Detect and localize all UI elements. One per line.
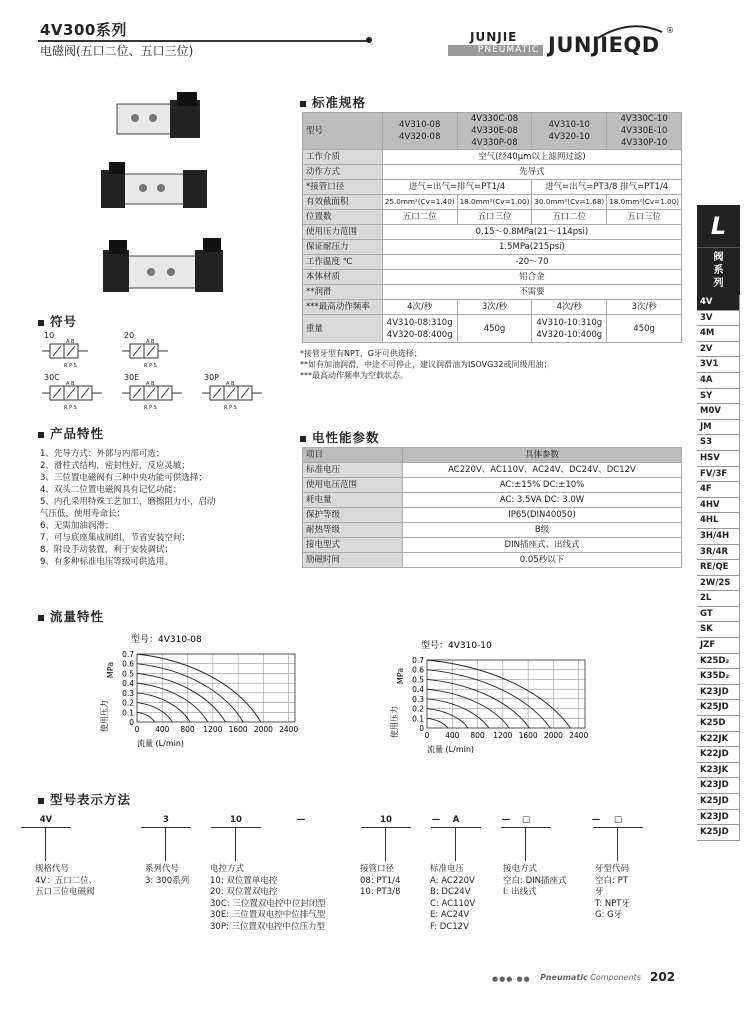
model-code-segment: — xyxy=(296,815,306,825)
model-code-group-title: 接电方式 xyxy=(503,864,538,874)
spec-value: 1.5MPa(215psi) xyxy=(382,240,681,255)
valve-symbol-ports-bottom: R P S xyxy=(64,405,77,411)
spec-note: *接管牙型有NPT、G牙可供选择； xyxy=(300,349,422,358)
sidebar-item[interactable]: 3H/4H xyxy=(697,529,740,545)
model-code-group xyxy=(503,864,566,899)
spec-value: 铝合金 xyxy=(382,270,681,285)
valve-photo-1 xyxy=(117,92,200,138)
brand-small-sub: PNEUMATIC xyxy=(448,45,543,56)
spec-notes xyxy=(300,348,551,381)
model-code-option: C: AC110V xyxy=(430,898,476,909)
chart-xtick-label: 800 xyxy=(180,725,195,734)
elec-row xyxy=(303,508,682,523)
valve-symbol-code: 10 xyxy=(44,331,55,340)
valve-symbol-ports-top: A B xyxy=(146,381,155,387)
feature-item: 4、双头二位置电磁阀具有记忆功能； xyxy=(40,485,182,495)
model-code-group-title: 牙型代码 xyxy=(595,864,630,874)
sidebar-item[interactable]: SK xyxy=(697,622,740,638)
chart-xtick-label: 0 xyxy=(424,731,430,740)
spec-label: 工作介质 xyxy=(303,150,383,165)
spec-label: *接管口径 xyxy=(303,180,383,195)
spec-value: 4V310-08:310g 4V320-08:400g xyxy=(382,315,457,343)
model-code-underline xyxy=(211,827,261,828)
spec-value: 450g xyxy=(457,315,532,343)
sidebar-item[interactable]: K25D xyxy=(697,716,740,732)
model-code-segment: 4V xyxy=(39,815,53,825)
sidebar-letter: L xyxy=(697,205,740,247)
chart-ytick-label: 0.6 xyxy=(412,665,424,675)
chart-title: 型号：4V310-08 xyxy=(131,635,202,645)
elec-row xyxy=(303,493,682,508)
model-code-option: E: AC24V xyxy=(430,910,470,920)
footer-text-bold: Pneumatic xyxy=(540,973,588,982)
model-code-group xyxy=(145,864,189,887)
product-photos xyxy=(95,92,235,302)
sidebar-item[interactable]: 4V xyxy=(697,295,740,311)
spec-value: 30.0mm²(Cv=1.68) xyxy=(532,195,607,210)
valve-symbol-drawing xyxy=(200,382,278,404)
page-number: 202 xyxy=(650,970,676,984)
spec-value: 18.0mm²(Cv=1.00) xyxy=(607,195,682,210)
sidebar-item[interactable]: 3V1 xyxy=(697,357,740,373)
model-code-underline xyxy=(431,827,481,828)
spec-row xyxy=(303,300,682,315)
spec-row xyxy=(303,210,682,225)
model-code-underline xyxy=(593,827,643,828)
valve-symbol-code: 30E xyxy=(124,373,140,382)
sidebar-family: 阀 系 列 xyxy=(697,247,740,295)
feature-item: 8、附设手动装置，利于安装调试； xyxy=(40,545,173,555)
chart-series-line xyxy=(427,660,570,728)
sidebar-item[interactable]: K35D₂ xyxy=(697,669,740,685)
model-code-area xyxy=(35,815,635,950)
section-model: 型号表示方法 xyxy=(38,790,131,808)
sidebar-item[interactable]: 4A xyxy=(697,373,740,389)
valve-symbol-drawing xyxy=(120,382,198,404)
valve-symbol-ports-bottom: R P S xyxy=(144,405,157,411)
model-code-underline xyxy=(501,827,551,828)
chart-xtick-label: 2000 xyxy=(253,725,273,734)
spec-value: 3次/秒 xyxy=(457,300,532,315)
chart-ytick-label: 0 xyxy=(129,718,134,727)
elec-value: B级 xyxy=(403,523,682,538)
model-code-connector xyxy=(455,827,456,861)
spec-label: 位置数 xyxy=(303,210,383,225)
chart-ytick-label: 0.5 xyxy=(412,675,424,685)
valve-symbol-ports-top: A B xyxy=(66,339,75,345)
spec-value: 五口二位 xyxy=(382,210,457,225)
sidebar-item[interactable]: RE/QE xyxy=(697,560,740,576)
spec-value: 进气=出气=排气=PT1/4 xyxy=(382,180,532,195)
elec-header-cell: 具体参数 xyxy=(403,448,682,463)
model-code-underline xyxy=(361,827,411,828)
logo-swoosh-icon xyxy=(596,24,666,40)
chart-ytick-label: 0.7 xyxy=(412,656,424,665)
spec-value: 五口三位 xyxy=(457,210,532,225)
spec-value: 进气=出气=PT3/8 排气=PT1/4 xyxy=(532,180,682,195)
section-electrical: 电性能参数 xyxy=(300,428,380,446)
model-code-connector xyxy=(525,827,526,861)
brand-logo: JUNJIEQD xyxy=(548,33,660,57)
model-code-option: 10: 双位置单电控 xyxy=(210,875,278,886)
valve-symbol-ports-bottom: R P S xyxy=(144,363,157,369)
model-code-connector xyxy=(235,827,236,861)
valve-photo-3 xyxy=(103,238,223,292)
chart-xtick-label: 2000 xyxy=(543,731,563,740)
brand-small: JUNJIE xyxy=(470,30,518,44)
model-code-connector xyxy=(45,827,46,861)
spec-label: 动作方式 xyxy=(303,165,383,180)
valve-symbol xyxy=(120,331,200,371)
footer-dots: ●●● ●● xyxy=(492,975,531,983)
model-code-group-title: 接管口径 xyxy=(360,864,395,874)
sidebar-item[interactable]: S3 xyxy=(697,435,740,451)
spec-label: 有效截面积 xyxy=(303,195,383,210)
elec-value: DIN插座式、出线式 xyxy=(403,538,682,553)
model-code-option: 08: PT1/4 xyxy=(360,875,401,886)
model-code-option: A: AC220V xyxy=(430,875,475,886)
elec-row xyxy=(303,463,682,478)
chart-series-line xyxy=(427,699,489,728)
sidebar-item[interactable]: 3R/4R xyxy=(697,545,740,561)
valve-symbol-drawing xyxy=(40,382,118,404)
spec-value: 25.0mm²(Cv=1.40) xyxy=(382,195,457,210)
chart-xlabel: 流量 (L/min) xyxy=(427,745,475,754)
spec-row xyxy=(303,150,682,165)
spec-value: 不需要 xyxy=(382,285,681,300)
section-symbol: 符号 xyxy=(38,312,77,330)
spec-label: 本体材质 xyxy=(303,270,383,285)
valve-symbol-ports-bottom: R P S xyxy=(64,363,77,369)
model-code-option: 30E: 三位置双电控中位排气型 xyxy=(210,910,326,920)
chart-ytick-label: 0.5 xyxy=(122,669,134,679)
sidebar-item[interactable]: HSV xyxy=(697,451,740,467)
flow-chart-2 xyxy=(385,636,615,766)
spec-header-cell: 4V330C-10 4V330E-10 4V330P-10 xyxy=(607,113,682,150)
model-code-option: 4V：五口二位、 xyxy=(35,875,98,886)
model-code-segment: A xyxy=(452,815,460,825)
model-code-option: 3: 300系列 xyxy=(145,875,190,886)
sidebar-item[interactable]: 4HL xyxy=(697,513,740,529)
elec-value: AC220V、AC110V、AC24V、DC24V、DC12V xyxy=(403,463,682,478)
flow-chart-1 xyxy=(95,630,325,760)
chart-ytick-label: 0 xyxy=(419,724,424,733)
sidebar-item[interactable]: FV/3F xyxy=(697,467,740,483)
chart-xtick-label: 1600 xyxy=(518,731,538,740)
elec-row xyxy=(303,478,682,493)
model-code-option: 30C: 三位置双电控中位封闭型 xyxy=(210,898,326,909)
valve-symbol xyxy=(40,373,120,413)
model-code-segment: 10 xyxy=(230,815,242,825)
spec-value: 先导式 xyxy=(382,165,681,180)
spec-value: -20～70 xyxy=(382,255,681,270)
valve-symbol xyxy=(120,373,200,413)
chart-xtick-label: 1200 xyxy=(203,725,223,734)
spec-value: 3次/秒 xyxy=(607,300,682,315)
model-code-segment: — xyxy=(591,815,601,825)
spec-header-cell: 4V330C-08 4V330E-08 4V330P-08 xyxy=(457,113,532,150)
spec-note: ***最高动作频率为空载状态。 xyxy=(300,371,408,380)
sidebar-item[interactable]: K23JD xyxy=(697,810,740,826)
chart-series-line xyxy=(137,673,225,722)
valve-symbol-code: 20 xyxy=(124,331,135,340)
chart-xlabel: 流量 (L/min) xyxy=(137,739,185,748)
model-code-group-title: 电控方式 xyxy=(210,864,245,874)
spec-header-cell: 型号 xyxy=(303,113,383,150)
elec-value: AC: 3.5VA DC: 3.0W xyxy=(403,493,682,508)
chart-ytick-label: 0.4 xyxy=(412,685,424,695)
valve-symbol-code: 30C xyxy=(44,373,60,382)
spec-header-row xyxy=(303,113,682,150)
chart-xtick-label: 800 xyxy=(470,731,485,740)
sidebar-item[interactable]: K25JD xyxy=(697,825,740,841)
elec-label: 保护等级 xyxy=(303,508,403,523)
chart-xtick-label: 1600 xyxy=(228,725,248,734)
spec-row xyxy=(303,315,682,343)
spec-label: 重量 xyxy=(303,315,383,343)
model-code-underline xyxy=(21,827,71,828)
chart-yunit: MPa xyxy=(396,667,405,685)
sidebar-item[interactable]: JZF xyxy=(697,638,740,654)
sidebar-item[interactable]: K22JK xyxy=(697,732,740,748)
sidebar-item[interactable]: 2W/2S xyxy=(697,576,740,592)
chart-xtick-label: 2400 xyxy=(279,725,299,734)
spec-label: 保证耐压力 xyxy=(303,240,383,255)
valve-symbol xyxy=(40,331,120,371)
elec-label: 耗电量 xyxy=(303,493,403,508)
spec-row xyxy=(303,225,682,240)
model-code-option: F: DC12V xyxy=(430,921,469,932)
spec-row xyxy=(303,165,682,180)
feature-item: 6、无需加油润滑； xyxy=(40,521,114,531)
spec-row xyxy=(303,285,682,300)
spec-row xyxy=(303,270,682,285)
sidebar-item[interactable]: 4HV xyxy=(697,498,740,514)
model-code-option: 五口三位电磁阀 xyxy=(35,887,95,897)
sidebar-item[interactable]: K23JD xyxy=(697,685,740,701)
page-subtitle: 电磁阀(五口二位、五口三位) xyxy=(40,44,194,58)
header-dot xyxy=(366,37,372,43)
valve-symbol-ports-bottom: R P S xyxy=(224,405,237,411)
chart-ylabel: 使用压力 xyxy=(390,706,399,738)
electrical-table xyxy=(302,447,682,568)
elec-label: 接电型式 xyxy=(303,538,403,553)
model-code-group-title: 规格代号 xyxy=(35,864,70,874)
sidebar-item[interactable]: K23JD xyxy=(697,778,740,794)
model-code-group xyxy=(35,864,97,899)
model-code-group-title: 标准电压 xyxy=(430,864,465,874)
chart-xtick-label: 400 xyxy=(445,731,460,740)
chart-ytick-label: 0.3 xyxy=(412,694,424,704)
feature-item: 1、先导方式：外部与内部可选； xyxy=(40,449,165,459)
feature-item: 3、三位置电磁阀有三种中央功能可供选择； xyxy=(40,473,207,483)
spec-label: ***最高动作频率 xyxy=(303,300,383,315)
section-spec: 标准规格 xyxy=(300,93,366,111)
model-code-option: 10: PT3/8 xyxy=(360,887,401,897)
chart-series-line xyxy=(427,679,529,728)
model-code-connector xyxy=(385,827,386,861)
sidebar-item[interactable]: K22JD xyxy=(697,747,740,763)
model-code-group xyxy=(360,864,400,899)
model-code-group xyxy=(430,864,475,933)
valve-symbol-drawing xyxy=(40,340,118,362)
sidebar-item[interactable]: 2V xyxy=(697,342,740,358)
spec-value: 4V310-10:310g 4V320-10:400g xyxy=(532,315,607,343)
sidebar-item[interactable]: K25JD xyxy=(697,700,740,716)
spec-value: 空气(经40μm以上滤网过滤) xyxy=(382,150,681,165)
sidebar-item[interactable]: K25D₂ xyxy=(697,654,740,670)
chart-ytick-label: 0.4 xyxy=(122,679,134,689)
chart-ylabel: 使用压力 xyxy=(100,700,109,732)
model-code-option: 空白: DIN插座式 xyxy=(503,875,567,886)
valve-symbol-ports-top: A B xyxy=(66,381,75,387)
chart-xtick-label: 400 xyxy=(155,725,170,734)
chart-ytick-label: 0.1 xyxy=(122,708,134,718)
model-code-option: T: NPT牙 xyxy=(595,898,631,909)
feature-item: 7、可与底座集成阀组，节省安装空间； xyxy=(40,533,190,543)
elec-label: 耐热等级 xyxy=(303,523,403,538)
model-code-option: 30P: 三位置双电控中位压力型 xyxy=(210,921,326,932)
spec-value: 450g xyxy=(607,315,682,343)
chart-ytick-label: 0.7 xyxy=(122,650,134,659)
spec-label: **润滑 xyxy=(303,285,383,300)
model-code-underline xyxy=(141,827,191,828)
chart-series-line xyxy=(137,712,155,722)
symbol-area xyxy=(40,331,290,411)
feature-list xyxy=(40,448,215,568)
sidebar-item[interactable]: K23JK xyxy=(697,763,740,779)
spec-table xyxy=(302,112,682,343)
chart-xtick-label: 1200 xyxy=(493,731,513,740)
model-code-option: G: G牙 xyxy=(595,910,623,920)
spec-row xyxy=(303,255,682,270)
model-code-group xyxy=(210,864,326,933)
spec-note: **如有加油润滑，中途不可停止，建议润滑油为ISOVG32或同级用油； xyxy=(300,360,552,369)
sidebar-item[interactable]: M0V xyxy=(697,404,740,420)
valve-symbol xyxy=(200,373,280,413)
spec-label: 使用压力范围 xyxy=(303,225,383,240)
footer-text xyxy=(540,973,641,982)
model-code-segment: 10 xyxy=(380,815,392,825)
spec-value: 18.0mm²(Cv=1.00) xyxy=(457,195,532,210)
spec-row xyxy=(303,180,682,195)
feature-item: 5、内孔采用特殊工艺加工，磨擦阻力小，启动 xyxy=(40,497,216,507)
valve-symbol-ports-top: A B xyxy=(226,381,235,387)
spec-value: 五口三位 xyxy=(607,210,682,225)
section-features: 产品特性 xyxy=(38,424,104,442)
valve-symbol-ports-top: A B xyxy=(146,339,155,345)
sidebar-item[interactable]: 4F xyxy=(697,482,740,498)
model-code-segment: □ xyxy=(521,815,531,825)
sidebar-item[interactable]: GT xyxy=(697,607,740,623)
valve-photo-2 xyxy=(101,162,207,208)
model-code-option: B: DC24V xyxy=(430,887,471,897)
chart-ytick-label: 0.2 xyxy=(412,704,424,714)
chart-series-line xyxy=(427,718,448,728)
model-code-connector xyxy=(165,827,166,861)
spec-row xyxy=(303,195,682,210)
spec-value: 0.15～0.8MPa(21～114psi) xyxy=(382,225,681,240)
elec-label: 励磁时间 xyxy=(303,553,403,568)
chart-ytick-label: 0.1 xyxy=(412,714,424,724)
series-sidebar xyxy=(697,205,740,841)
feature-item: 2、滑柱式结构，密封性好，反应灵敏； xyxy=(40,461,190,471)
chart-ytick-label: 0.2 xyxy=(122,698,134,708)
chart-ytick-label: 0.6 xyxy=(122,659,134,669)
elec-label: 标准电压 xyxy=(303,463,403,478)
page-title: 4V300系列 xyxy=(40,21,127,39)
elec-label: 使用电压范围 xyxy=(303,478,403,493)
elec-header-cell: 项目 xyxy=(303,448,403,463)
elec-header-row xyxy=(303,448,682,463)
sidebar-item[interactable]: K25JD xyxy=(697,794,740,810)
sidebar-item[interactable]: JM xyxy=(697,420,740,436)
model-code-segment: — xyxy=(431,815,441,825)
spec-row xyxy=(303,240,682,255)
spec-header-cell: 4V310-10 4V320-10 xyxy=(532,113,607,150)
chart-frame xyxy=(427,660,585,728)
chart-xtick-label: 2400 xyxy=(569,731,589,740)
sidebar-item[interactable]: 3V xyxy=(697,311,740,327)
chart-yunit: MPa xyxy=(106,661,115,679)
model-code-segment: 3 xyxy=(163,815,169,825)
spec-value: 五口二位 xyxy=(532,210,607,225)
chart-xtick-label: 0 xyxy=(134,725,140,734)
elec-row xyxy=(303,553,682,568)
spec-value: 4次/秒 xyxy=(532,300,607,315)
elec-value: AC:±15% DC:±10% xyxy=(403,478,682,493)
registered-mark: ® xyxy=(666,26,674,35)
elec-value: 0.05秒以下 xyxy=(403,553,682,568)
spec-label: 工作温度 ℃ xyxy=(303,255,383,270)
sidebar-item[interactable]: 4M xyxy=(697,326,740,342)
elec-value: IP65(DIN40050) xyxy=(403,508,682,523)
elec-row xyxy=(303,538,682,553)
footer-text-rest: Components xyxy=(587,973,641,982)
model-code-segment: — xyxy=(501,815,511,825)
model-code-option: I: 出线式 xyxy=(503,887,537,897)
chart-series-line xyxy=(137,654,261,722)
model-code-option: 20: 双位置双电控 xyxy=(210,887,278,897)
section-flow: 流量特性 xyxy=(38,607,104,625)
feature-item: 9、有多种标准电压等级可供选用。 xyxy=(40,557,173,567)
sidebar-item[interactable]: SY xyxy=(697,389,740,405)
valve-symbol-code: 30P xyxy=(204,373,220,382)
spec-header-cell: 4V310-08 4V320-08 xyxy=(382,113,457,150)
model-code-option: 空白: PT牙 xyxy=(595,875,628,897)
model-code-group-title: 系列代号 xyxy=(145,864,180,874)
model-code-group xyxy=(595,864,635,922)
valve-symbol-drawing xyxy=(120,340,198,362)
model-code-segment: □ xyxy=(613,815,623,825)
chart-title: 型号：4V310-10 xyxy=(421,641,492,651)
model-code-connector xyxy=(617,827,618,861)
sidebar-item[interactable]: 2L xyxy=(697,591,740,607)
feature-item: 气压低，使用寿命长； xyxy=(40,509,126,519)
spec-value: 4次/秒 xyxy=(382,300,457,315)
elec-row xyxy=(303,523,682,538)
chart-ytick-label: 0.3 xyxy=(122,688,134,698)
